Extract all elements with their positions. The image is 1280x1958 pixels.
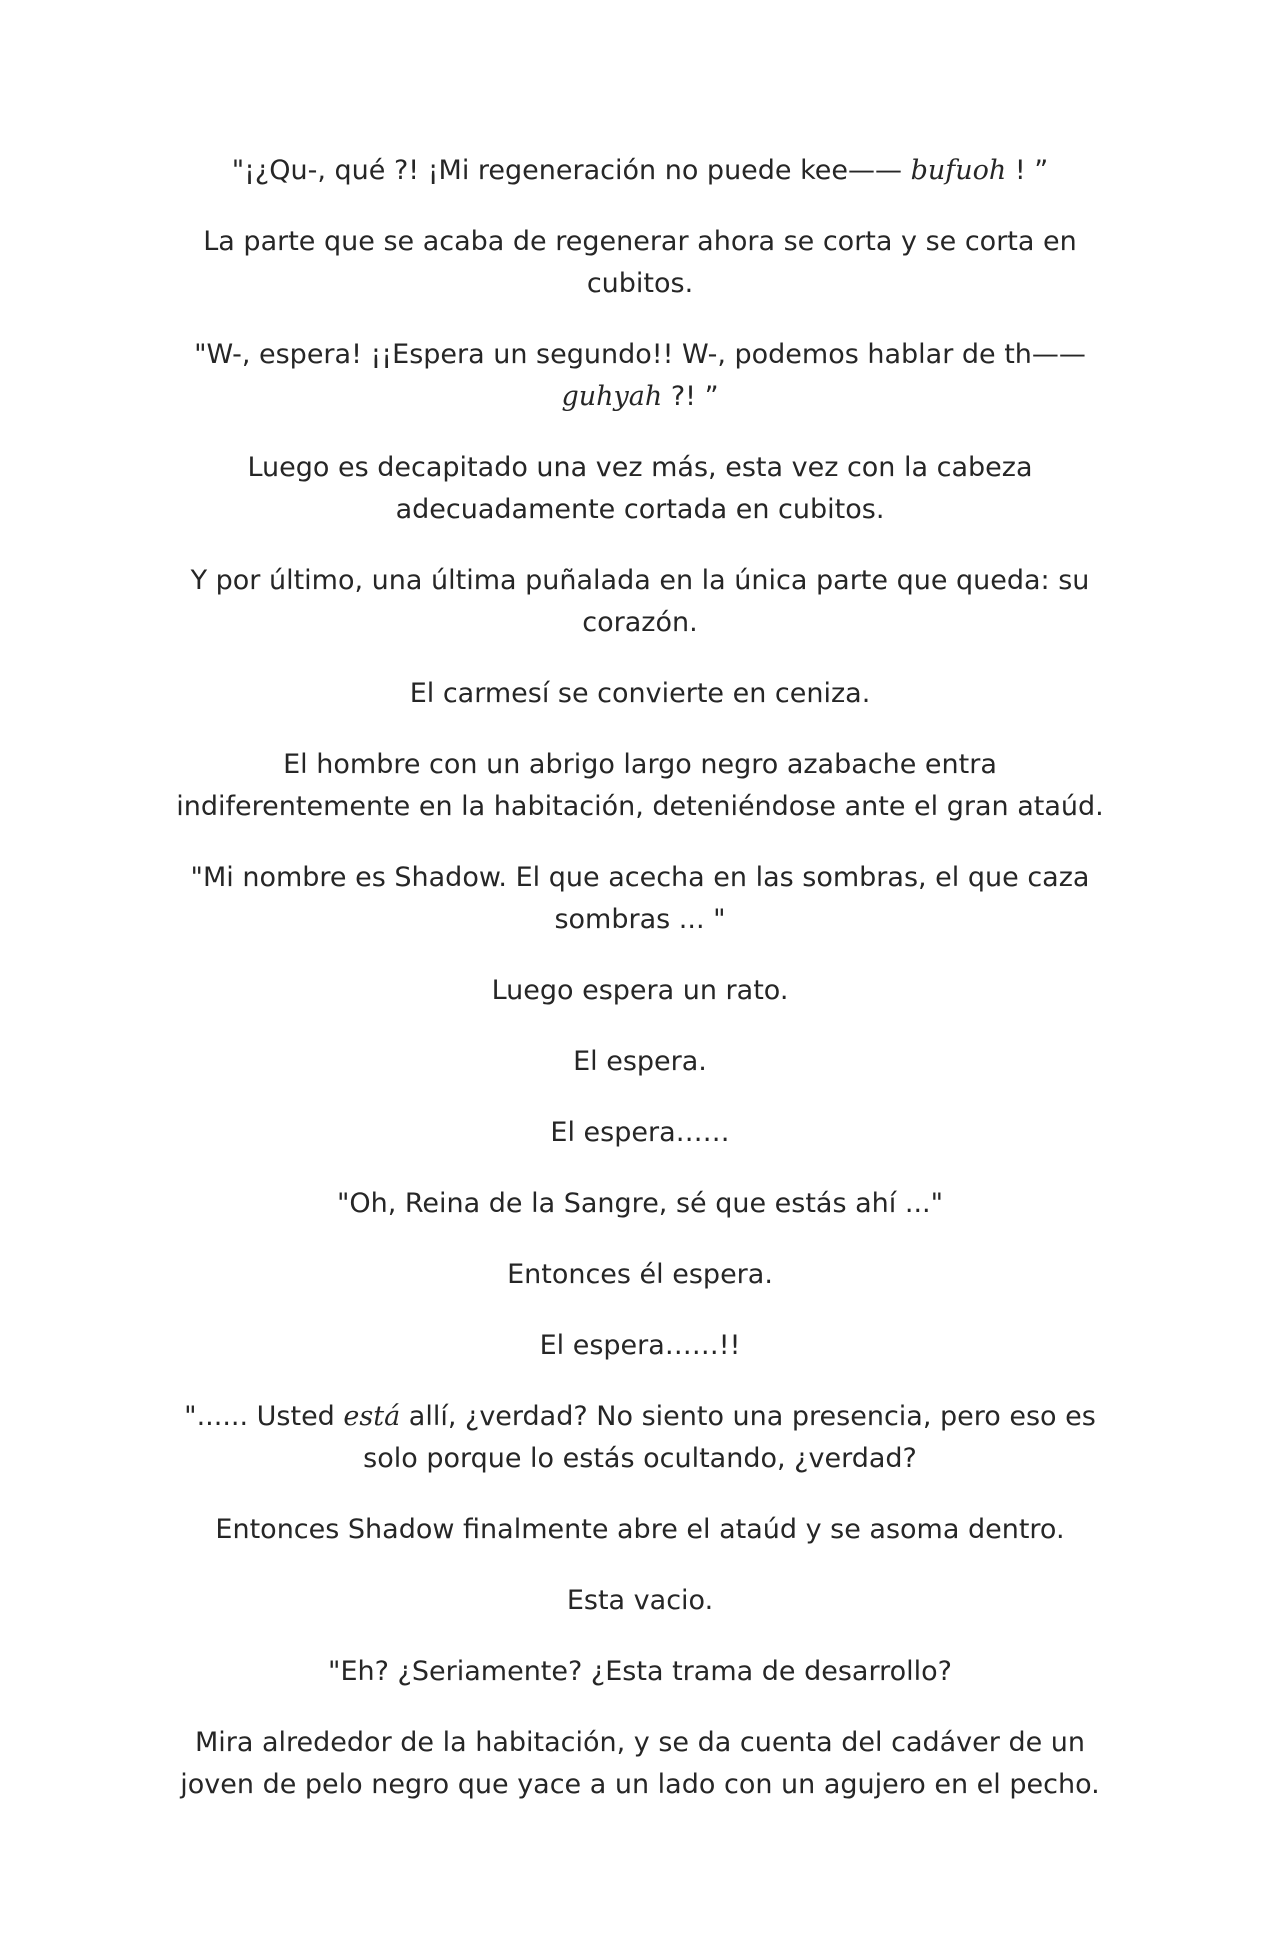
paragraph-text: ! ” <box>1006 155 1049 186</box>
story-text <box>175 150 1105 1835</box>
paragraph-text: "Mi nombre es Shadow. El que acecha en las sombras, el que caza sombras ... " <box>190 862 1090 935</box>
paragraph-text: Y por último, una última puñalada en la única parte que queda: su corazón. <box>190 565 1090 638</box>
paragraph-text: Entonces Shadow finalmente abre el ataúd y se asoma dentro. <box>215 1514 1065 1545</box>
paragraph-text: La parte que se acaba de regenerar ahora se corta y se corta en cubitos. <box>203 226 1077 299</box>
paragraph-text: "Oh, Reina de la Sangre, sé que estás ahí ..." <box>336 1188 944 1219</box>
paragraph-text: "W-, espera! ¡¡Espera un segundo!! W-, podemos hablar de th—— <box>194 339 1086 370</box>
paragraph-text: Entonces él espera. <box>507 1259 773 1290</box>
paragraph-text: Luego es decapitado una vez más, esta vez con la cabeza adecuadamente cortada en cubitos. <box>247 452 1033 525</box>
story-paragraph <box>175 857 1105 941</box>
paragraph-text: "Eh? ¿Seriamente? ¿Esta trama de desarrollo? <box>328 1656 952 1687</box>
story-paragraph <box>175 560 1105 644</box>
story-paragraph <box>175 1112 1105 1154</box>
italic-text: guhyah <box>561 381 663 412</box>
paragraph-text: Esta vacio. <box>566 1585 714 1616</box>
story-paragraph <box>175 447 1105 531</box>
paragraph-text: "...... Usted <box>184 1401 344 1432</box>
story-paragraph <box>175 1183 1105 1225</box>
paragraph-text: El hombre con un abrigo largo negro azabache entra indiferentemente en la habitación, deteniéndose ante el gran ataúd. <box>176 749 1104 822</box>
story-paragraph <box>175 221 1105 305</box>
paragraph-text: "¡¿Qu-, qué ?! ¡Mi regeneración no puede kee—— <box>231 155 911 186</box>
story-paragraph <box>175 334 1105 418</box>
story-paragraph <box>175 1254 1105 1296</box>
paragraph-text: El espera…… <box>550 1117 730 1148</box>
paragraph-text: El espera. <box>573 1046 707 1077</box>
story-paragraph <box>175 1396 1105 1480</box>
story-paragraph <box>175 1041 1105 1083</box>
story-paragraph <box>175 1722 1105 1806</box>
paragraph-text: El espera……!! <box>539 1330 741 1361</box>
story-paragraph <box>175 1509 1105 1551</box>
paragraph-text: ?! ” <box>662 381 719 412</box>
paragraph-text: allí, ¿verdad? No siento una presencia, pero eso es solo porque lo estás ocultando, ¿verdad? <box>363 1401 1096 1474</box>
story-paragraph <box>175 673 1105 715</box>
italic-text: bufuoh <box>910 155 1007 186</box>
paragraph-text: Mira alrededor de la habitación, y se da cuenta del cadáver de un joven de pelo negro que yace a un lado con un agujero en el pecho. <box>180 1727 1100 1800</box>
story-paragraph <box>175 1580 1105 1622</box>
story-paragraph <box>175 1325 1105 1367</box>
paragraph-text: Luego espera un rato. <box>491 975 789 1006</box>
story-paragraph <box>175 744 1105 828</box>
paragraph-text: El carmesí se convierte en ceniza. <box>409 678 871 709</box>
story-paragraph <box>175 150 1105 192</box>
italic-text: está <box>343 1401 401 1432</box>
story-paragraph <box>175 1651 1105 1693</box>
story-paragraph <box>175 970 1105 1012</box>
